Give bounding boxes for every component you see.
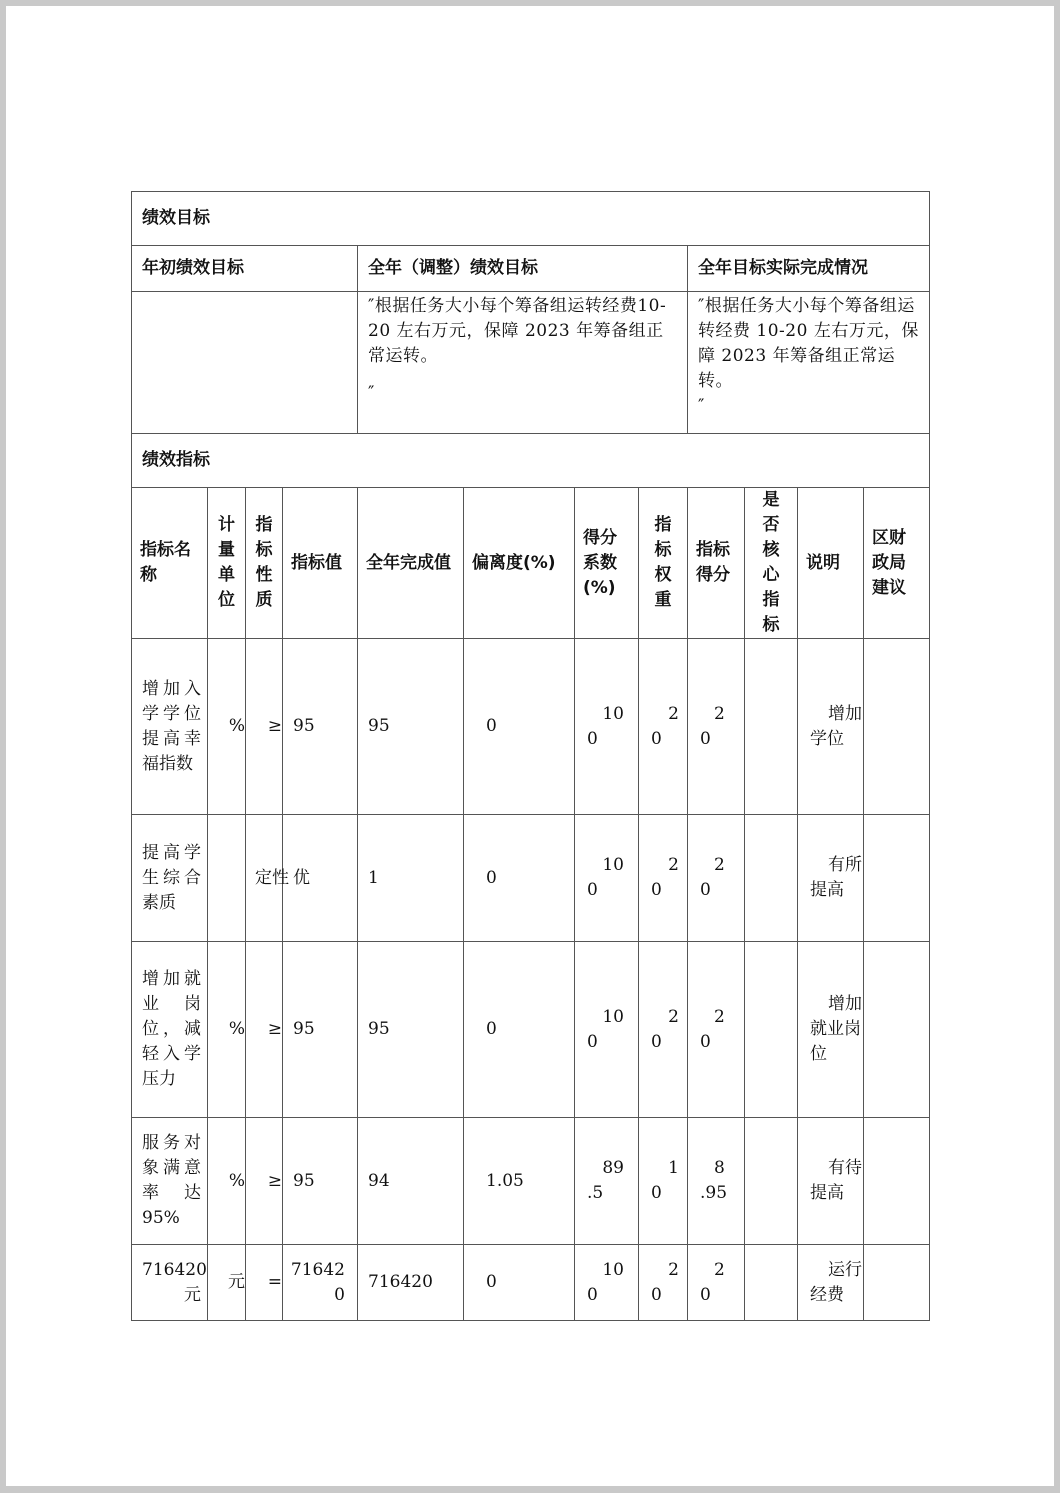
header-unit: 计量单位 (208, 488, 246, 639)
table-row (132, 942, 930, 1118)
indicator-completed: 95 (358, 639, 464, 815)
header-deviation: 偏离度(%) (464, 488, 575, 639)
table-row (132, 815, 930, 942)
targets-section-title: 绩效目标 (132, 192, 930, 246)
indicator-completed: 94 (358, 1118, 464, 1245)
col-adjusted-target: 全年（调整）绩效目标 (358, 246, 688, 292)
header-weight: 指标权重 (639, 488, 688, 639)
indicator-core (745, 1245, 798, 1321)
indicator-suggest (864, 1245, 930, 1321)
indicator-core (745, 639, 798, 815)
indicator-core (745, 942, 798, 1118)
indicator-nature: ≥ (246, 639, 283, 815)
adjusted-target-text: ″根据任务大小每个筹备组运转经费10-20 左右万元，保障 2023 年筹备组正常运转。 (368, 296, 667, 366)
adjusted-target-cell (358, 292, 688, 434)
indicator-weight: 1 0 (639, 1118, 688, 1245)
indicator-completed: 716420 (358, 1245, 464, 1321)
indicator-coef: 10 0 (575, 942, 639, 1118)
indicator-deviation: 0 (464, 942, 575, 1118)
indicator-deviation: 0 (464, 1245, 575, 1321)
table-row (132, 1245, 930, 1321)
indicator-weight: 2 0 (639, 815, 688, 942)
actual-completion-cell (688, 292, 930, 434)
header-nature: 指标性质 (246, 488, 283, 639)
indicator-score: 8 .95 (688, 1118, 745, 1245)
indicator-value: 优 (283, 815, 358, 942)
indicator-note: 运行经费 (798, 1245, 864, 1321)
indicator-name: 服务对象满意率达95% (132, 1118, 208, 1245)
indicator-note: 增加就业岗位 (798, 942, 864, 1118)
indicator-name: 716420元 (132, 1245, 208, 1321)
indicator-coef: 10 0 (575, 1245, 639, 1321)
initial-target-text (132, 292, 358, 434)
indicator-note: 有待提高 (798, 1118, 864, 1245)
indicator-value: 716420 (283, 1245, 358, 1321)
indicator-nature: ≥ (246, 942, 283, 1118)
indicator-deviation: 0 (464, 639, 575, 815)
col-initial-target: 年初绩效目标 (132, 246, 358, 292)
indicator-note: 增加学位 (798, 639, 864, 815)
indicator-unit: % (208, 639, 246, 815)
indicator-score: 2 0 (688, 942, 745, 1118)
indicator-value: 95 (283, 639, 358, 815)
col-actual-completion: 全年目标实际完成情况 (688, 246, 930, 292)
table-row (132, 639, 930, 815)
indicator-completed: 95 (358, 942, 464, 1118)
indicator-core (745, 815, 798, 942)
header-coef: 得分系数(%) (575, 488, 639, 639)
indicator-weight: 2 0 (639, 942, 688, 1118)
header-score: 指标得分 (688, 488, 745, 639)
indicator-name: 提高学生综合素质 (132, 815, 208, 942)
indicator-score: 2 0 (688, 639, 745, 815)
indicator-nature: 定性 (246, 815, 283, 942)
indicator-core (745, 1118, 798, 1245)
indicator-unit (208, 815, 246, 942)
indicator-deviation: 1.05 (464, 1118, 575, 1245)
header-name: 指标名称 (132, 488, 208, 639)
header-value: 指标值 (283, 488, 358, 639)
indicator-suggest (864, 1118, 930, 1245)
indicator-coef: 10 0 (575, 639, 639, 815)
indicator-suggest (864, 942, 930, 1118)
indicator-weight: 2 0 (639, 1245, 688, 1321)
actual-completion-tail: ″ (698, 396, 705, 416)
indicator-value: 95 (283, 942, 358, 1118)
indicator-nature: ≥ (246, 1118, 283, 1245)
indicator-name: 增加入学学位提高幸福指数 (132, 639, 208, 815)
indicator-nature: = (246, 1245, 283, 1321)
indicator-suggest (864, 639, 930, 815)
indicator-coef: 89 .5 (575, 1118, 639, 1245)
header-core: 是否核心指标 (745, 488, 798, 639)
indicator-score: 2 0 (688, 815, 745, 942)
indicator-unit: % (208, 942, 246, 1118)
indicator-coef: 10 0 (575, 815, 639, 942)
indicator-value: 95 (283, 1118, 358, 1245)
header-note: 说明 (798, 488, 864, 639)
header-suggest: 区财政局建议 (864, 488, 930, 639)
header-completed: 全年完成值 (358, 488, 464, 639)
document-page (6, 6, 1054, 1486)
indicator-suggest (864, 815, 930, 942)
table-row (132, 1118, 930, 1245)
adjusted-target-tail: ″ (368, 383, 375, 403)
indicator-header-row (132, 488, 930, 639)
indicator-weight: 2 0 (639, 639, 688, 815)
indicators-section-title: 绩效指标 (132, 434, 930, 488)
indicator-unit: 元 (208, 1245, 246, 1321)
indicator-note: 有所提高 (798, 815, 864, 942)
indicator-score: 2 0 (688, 1245, 745, 1321)
indicator-unit: % (208, 1118, 246, 1245)
indicator-deviation: 0 (464, 815, 575, 942)
indicator-completed: 1 (358, 815, 464, 942)
indicator-name: 增加就业岗位，减轻入学压力 (132, 942, 208, 1118)
performance-table (131, 191, 930, 1321)
actual-completion-text: ″根据任务大小每个筹备组运转经费 10-20 左右万元，保障 2023 年筹备组正常运转。 (698, 296, 919, 391)
